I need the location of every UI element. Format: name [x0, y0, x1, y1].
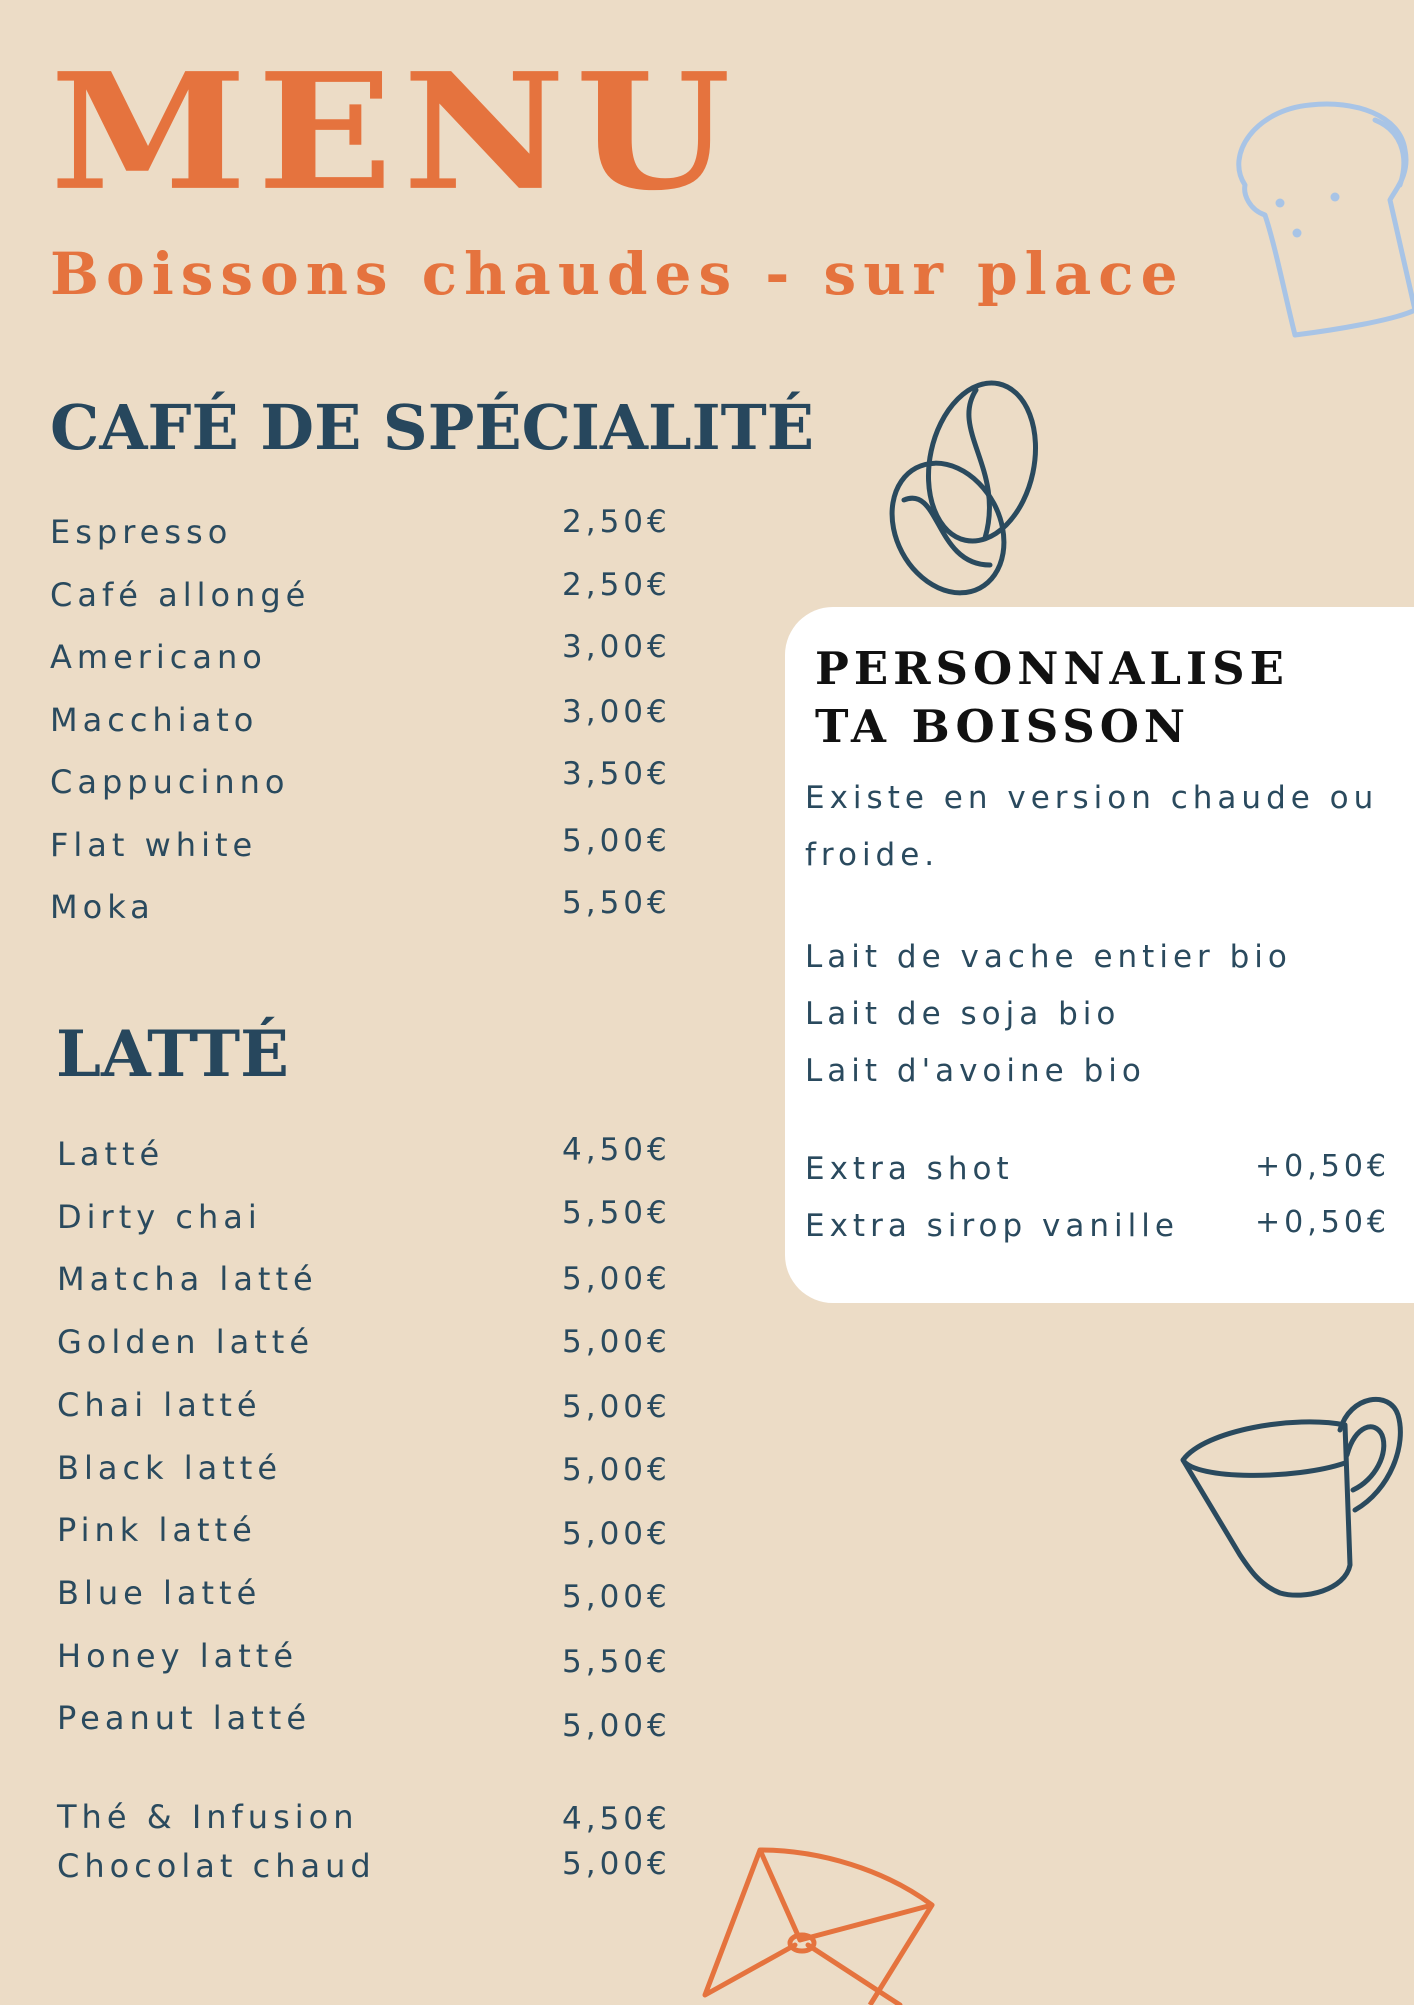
customize-title	[815, 640, 1289, 756]
menu-item	[0, 1322, 720, 1362]
menu-item-name: Pink latté	[57, 1511, 257, 1550]
coffee-beans-icon	[880, 390, 1050, 605]
menu-item-price: 5,00€	[562, 1578, 671, 1615]
menu-item	[0, 1134, 720, 1174]
menu-item-price: 5,50€	[562, 885, 671, 921]
menu-item	[0, 1448, 720, 1488]
extra-name: Extra shot	[805, 1151, 1014, 1187]
milk-option: Lait d'avoine bio	[805, 1053, 1146, 1089]
menu-item-price: 3,00€	[562, 629, 671, 665]
menu-item-price: 2,50€	[562, 504, 671, 540]
extra-price: +0,50€	[1255, 1205, 1391, 1240]
menu-item	[0, 1510, 720, 1553]
menu-item	[0, 629, 720, 677]
menu-item	[0, 504, 720, 552]
menu-item-name: Peanut latté	[57, 1699, 312, 1738]
menu-item-name: Café allongé	[50, 575, 311, 614]
menu-item	[0, 1636, 720, 1680]
extra-price: +0,50€	[1255, 1149, 1391, 1184]
menu-item-price: 4,50€	[562, 1801, 671, 1837]
menu-item-name: Macchiato	[50, 700, 259, 739]
menu-item-name: Honey latté	[57, 1636, 298, 1675]
menu-subtitle: Boissons chaudes - sur place	[50, 240, 1185, 308]
menu-item-price: 3,00€	[562, 693, 671, 730]
menu-item	[0, 1846, 720, 1886]
menu-item	[0, 1797, 720, 1837]
menu-item	[0, 1698, 720, 1745]
customize-description-line1: Existe en version chaude ou	[805, 780, 1379, 816]
menu-item-name: Americano	[50, 638, 267, 676]
menu-item-price: 2,50€	[562, 566, 671, 603]
section-title-cafe: CAFÉ DE SPÉCIALITÉ	[50, 391, 815, 464]
customize-title-line1: PERSONNALISE	[815, 642, 1289, 695]
menu-item	[0, 1573, 720, 1613]
menu-item-price: 5,00€	[562, 1388, 671, 1425]
menu-item-name: Matcha latté	[57, 1260, 318, 1299]
menu-item-name: Flat white	[50, 825, 258, 864]
menu-item-name: Chai latté	[57, 1385, 262, 1424]
menu-item	[0, 887, 720, 927]
menu-item-name: Thé & Infusion	[57, 1798, 359, 1836]
menu-item-name: Latté	[57, 1135, 165, 1173]
menu-item-name: Moka	[50, 888, 155, 926]
menu-item-name: Cappucinno	[50, 763, 290, 801]
menu-title: MENU	[50, 37, 741, 226]
milk-option: Lait de vache entier bio	[805, 939, 1292, 975]
menu-item	[0, 1194, 720, 1237]
menu-item-price: 5,00€	[562, 1708, 671, 1745]
milk-option: Lait de soja bio	[805, 996, 1121, 1032]
menu-item	[0, 1259, 720, 1299]
menu-item-price: 5,00€	[562, 1451, 671, 1488]
section-title-latte: LATTÉ	[56, 1017, 289, 1092]
menu-item-price: 5,00€	[562, 1324, 671, 1361]
menu-item	[0, 822, 720, 865]
menu-item	[0, 693, 720, 740]
menu-item-price: 5,00€	[562, 1846, 671, 1882]
menu-item	[0, 566, 720, 615]
menu-item-name: Golden latté	[57, 1323, 314, 1362]
menu-item-price: 5,50€	[562, 1643, 671, 1680]
menu-item-price: 5,00€	[562, 1261, 671, 1298]
menu-item-name: Chocolat chaud	[57, 1847, 376, 1885]
menu-item-name: Black latté	[57, 1448, 283, 1487]
extra-name: Extra sirop vanille	[805, 1208, 1179, 1244]
menu-item-price: 5,00€	[562, 1516, 671, 1553]
menu-item-price: 3,50€	[562, 756, 671, 792]
customize-title-line2: TA BOISSON	[815, 700, 1191, 753]
menu-item-name: Dirty chai	[57, 1197, 262, 1236]
customize-description-line2: froide.	[805, 837, 940, 873]
coffee-cup-icon	[1175, 1385, 1414, 1605]
menu-item-name: Blue latté	[57, 1573, 262, 1612]
menu-item-price: 5,00€	[562, 822, 671, 859]
menu-item-name: Espresso	[50, 513, 233, 551]
bread-slice-icon	[1215, 95, 1414, 335]
menu-item	[0, 1385, 720, 1425]
menu-item	[0, 756, 720, 802]
envelope-icon	[700, 1845, 940, 2005]
menu-item-price: 5,50€	[562, 1194, 671, 1231]
menu-item-price: 4,50€	[562, 1132, 671, 1168]
